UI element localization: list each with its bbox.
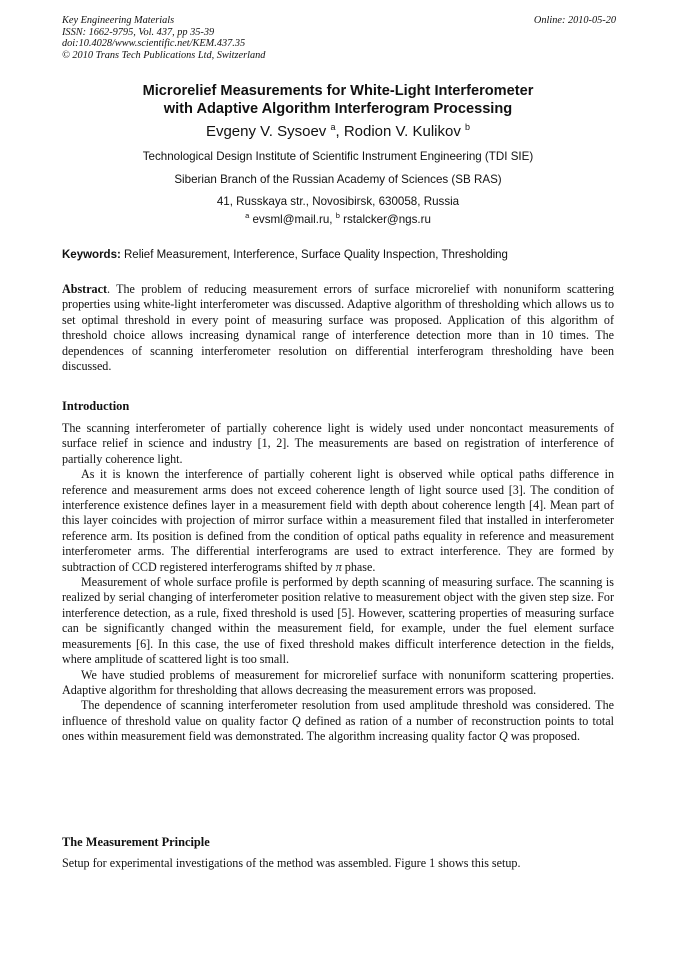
journal-name: Key Engineering Materials [62, 15, 175, 26]
measurement-principle-body [62, 856, 614, 871]
intro-p5-text-c: was proposed. [507, 729, 580, 744]
online-date: Online: 2010-05-20 [533, 15, 616, 26]
affiliation-line-2: Siberian Branch of the Russian Academy of Sciences (SB RAS) [174, 172, 502, 186]
paper-title [62, 82, 614, 118]
email-a: evsml@mail.ru, [249, 213, 336, 226]
email-a-mark: a [245, 211, 250, 220]
intro-p2-end: phase. [341, 559, 376, 574]
author-2-affil-mark: b [465, 122, 471, 132]
author-emails [62, 211, 614, 229]
quality-factor-symbol: Q [291, 713, 301, 728]
intro-p2-text: As it is known the interference of partially coherent light is observed while optical paths difference in reference and measurement arms does not exceed coherence length of light source used [3]. The condition of interference existence defines layer in a measurement field with depth about coherence length [4]. Mean part of this layer coincides with projection of mirror surface within a measurement filed that installed in interferometer reference arm. Its position is defined from the condition of optical paths equality in reference and measurement interferometer arms. The differential interferograms are used to extract interference. They are formed by subtraction of CCD registered interferograms shifted by [62, 467, 614, 574]
quality-factor-symbol: Q [499, 729, 508, 744]
keywords-label: Keywords: [62, 249, 121, 261]
email-b: rstalcker@ngs.ru [339, 213, 431, 226]
intro-p5-text-a: The dependence of scanning interferometer resolution from used amplitude threshold was considered. The influence of threshold value on quality factor [62, 698, 614, 728]
intro-paragraph-1: The scanning interferometer of partially coherence light is widely used under noncontact measurements of surface relief in science and industry [1, 2]. The measurements are based on registration of interference of partially coherence light. [62, 421, 614, 466]
intro-paragraph-3: Measurement of whole surface profile is performed by depth scanning of measuring surface. The scanning is realized by serial changing of interferometer position relative to measurement object with the given step size. For interference detection, as a rule, fixed threshold is used [5]. However, scattering properties of measuring surface can be significantly changed within the measurement field, for example, under the fuel element surface measurements [6]. In this case, the use of fixed threshold makes difficult interference detection in the fields, where amplitude of scattered light is too small. [62, 575, 614, 667]
title-line-2: with Adaptive Algorithm Interferogram Processing [163, 101, 513, 117]
author-list [62, 122, 614, 142]
journal-header [62, 15, 618, 61]
author-1: Evgeny V. Sysoev [205, 123, 327, 140]
abstract-paragraph [62, 282, 614, 374]
title-line-1: Microrelief Measurements for White-Light Interferometer [142, 83, 534, 99]
measurement-paragraph-1: Setup for experimental investigations of the method was assembled. Figure 1 shows this setup. [62, 856, 521, 870]
copyright-line: © 2010 Trans Tech Publications Ltd, Switzerland [62, 49, 266, 61]
author-2: Rodion V. Kulikov [343, 123, 461, 140]
introduction-body [62, 421, 614, 745]
intro-paragraph-2 [62, 467, 614, 575]
author-1-affil-mark: a [330, 122, 336, 132]
introduction-heading: Introduction [62, 399, 130, 413]
intro-p5-text-b: defined as ration of a number of reconstruction points to total ones within measurement field was demonstrated. The algorithm increasing quality factor [62, 713, 614, 744]
affiliation-line-3: 41, Russkaya str., Novosibirsk, 630058, Russia [216, 195, 460, 208]
abstract-label: Abstract [62, 282, 108, 296]
measurement-principle-heading: The Measurement Principle [62, 835, 210, 849]
issn-line: ISSN: 1662-9795, Vol. 437, pp 35-39 [62, 26, 215, 38]
intro-paragraph-5 [62, 698, 614, 744]
keywords-text: Relief Measurement, Interference, Surface Quality Inspection, Thresholding [120, 249, 508, 261]
affiliation-line-1: Technological Design Institute of Scientific Instrument Engineering (TDI SIE) [142, 150, 534, 163]
pi-symbol: π [335, 559, 342, 574]
intro-paragraph-4: We have studied problems of measurement for microrelief surface with nonuniform scattering properties. Adaptive algorithm for thresholding that allows decreasing the measurement errors was proposed. [62, 667, 614, 697]
affiliation [62, 146, 614, 214]
email-b-mark: b [335, 211, 340, 220]
keywords [62, 247, 618, 263]
doi-line: doi:10.4028/www.scientific.net/KEM.437.35 [62, 38, 246, 50]
author-separator: , [335, 123, 344, 140]
abstract [62, 282, 614, 374]
abstract-text: . The problem of reducing measurement errors of surface microrelief with nonuniform scattering properties using white-light interferometer was discussed. Adaptive algorithm of thresholding which allows us to set optimal threshold in every point of measuring surface was proposed. Application of this algorithm of threshold choice allows increasing dynamical range of interference detection more than in 10 times. The dependences of scanning interferometer resolution on differential interferogram thresholding have been discussed. [62, 282, 614, 374]
